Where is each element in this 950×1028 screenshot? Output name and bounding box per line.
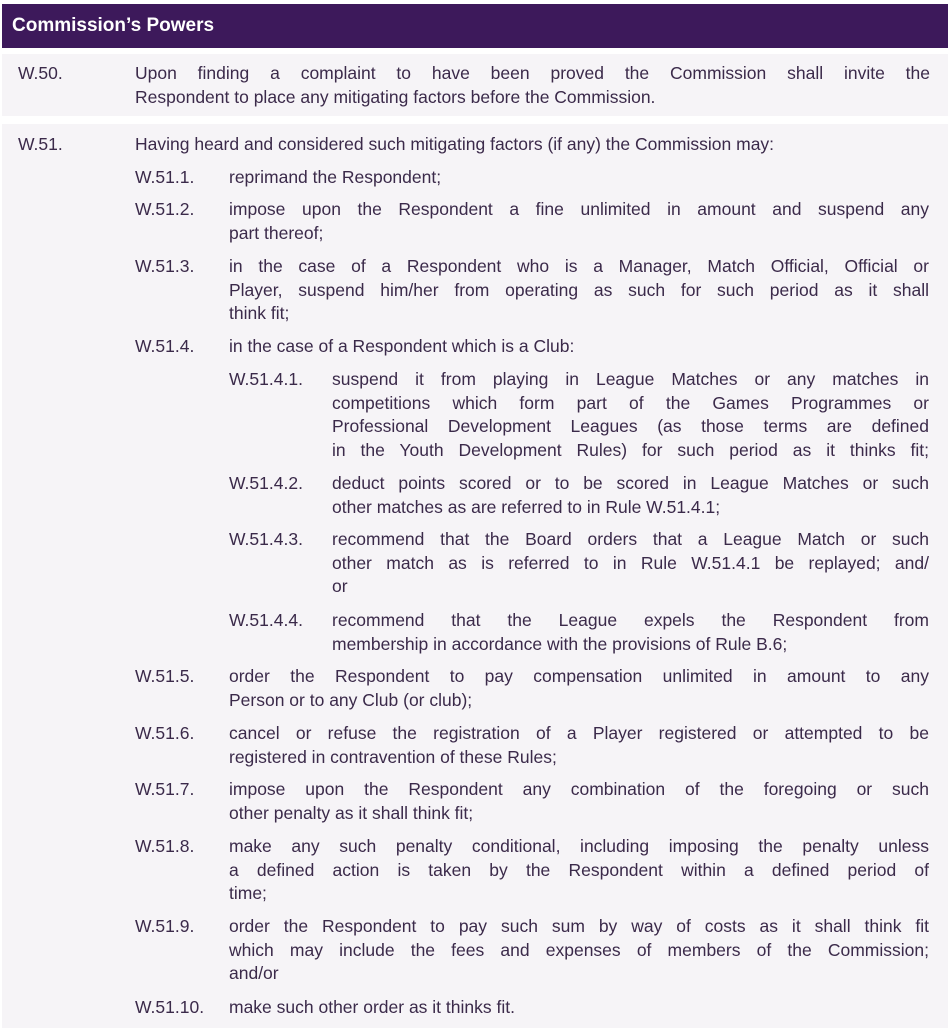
- item-number: W.51.2.: [135, 199, 195, 219]
- section-header: [2, 4, 948, 48]
- text-line: recommend that the Board orders that a League Match or such: [332, 529, 929, 549]
- text-line: in the case of a Respondent which is a Club:: [229, 336, 575, 356]
- text-line: Player, suspend him/her from operating as such for such period as it shall: [229, 279, 929, 300]
- text-line: part thereof;: [229, 222, 324, 243]
- text-line: and/or: [229, 963, 279, 983]
- item-text: [229, 778, 929, 825]
- item-text: [229, 166, 929, 190]
- text-line: think fit;: [229, 303, 290, 323]
- section-title: Commission’s Powers: [12, 15, 215, 36]
- text-line: Professional Development Leagues (as those terms are defined: [332, 416, 929, 436]
- item-number: W.51.6.: [135, 723, 195, 743]
- rule-text: [135, 62, 930, 109]
- item-text: [229, 665, 929, 712]
- text-line: time;: [229, 883, 267, 903]
- text-line: deduct points scored or to be scored in League Matches or such: [332, 473, 929, 493]
- text-line: a defined action is taken by the Respondent within a defined period of: [229, 859, 929, 880]
- item-text: [229, 722, 929, 769]
- text-line: suspend it from playing in League Matches or any matches in: [332, 369, 929, 389]
- subitem-number: W.51.4.1.: [229, 369, 303, 389]
- text-line: recommend that the League expels the Respondent from: [332, 610, 929, 630]
- text-line: Respondent to place any mitigating factors before the Commission.: [135, 86, 656, 107]
- subitem-number: W.51.4.2.: [229, 473, 303, 493]
- text-line: other penalty as it shall think fit;: [229, 802, 474, 823]
- text-line: cancel or refuse the registration of a Player registered or attempted to be: [229, 723, 929, 743]
- text-line: other match as is referred to in Rule W.51.4.1 be replayed; and/: [332, 552, 929, 573]
- rule-intro: Having heard and considered such mitigating factors (if any) the Commission may:: [135, 134, 775, 154]
- subitem-number: W.51.4.4.: [229, 610, 303, 630]
- item-number: W.51.9.: [135, 916, 195, 936]
- subitem-text: [332, 528, 929, 599]
- item-text: [229, 915, 929, 986]
- text-line: Upon finding a complaint to have been proved the Commission shall invite the: [135, 63, 930, 83]
- text-line: in the case of a Respondent who is a Manager, Match Official, Official or: [229, 256, 929, 276]
- subitem-number: W.51.4.3.: [229, 529, 303, 549]
- item-number: W.51.7.: [135, 779, 195, 799]
- text-line: make such other order as it thinks fit.: [229, 997, 515, 1017]
- text-line: competitions which form part of the Games Programmes or: [332, 392, 929, 413]
- item-text: [229, 198, 929, 245]
- item-number: W.51.1.: [135, 167, 195, 187]
- subitem-text: [332, 368, 929, 462]
- text-line: impose upon the Respondent a fine unlimited in amount and suspend any: [229, 199, 929, 219]
- item-number: W.51.8.: [135, 836, 195, 856]
- text-line: which may include the fees and expenses of members of the Commission;: [229, 939, 929, 960]
- item-text: [229, 996, 929, 1020]
- text-line: other matches as are referred to in Rule W.51.4.1;: [332, 496, 721, 517]
- text-line: make any such penalty conditional, including imposing the penalty unless: [229, 836, 929, 856]
- text-line: or: [332, 576, 348, 596]
- item-number: W.51.10.: [135, 997, 205, 1017]
- text-line: reprimand the Respondent;: [229, 167, 442, 187]
- item-text: [229, 255, 929, 326]
- item-text: [229, 835, 929, 906]
- text-line: order the Respondent to pay such sum by way of costs as it shall think fit: [229, 916, 929, 936]
- item-number: W.51.4.: [135, 336, 195, 356]
- item-text: [229, 335, 929, 359]
- subitem-text: [332, 609, 929, 656]
- text-line: impose upon the Respondent any combination of the foregoing or such: [229, 779, 929, 799]
- rule-number: W.51.: [18, 134, 63, 154]
- text-line: Person or to any Club (or club);: [229, 689, 473, 710]
- text-line: registered in contravention of these Rules;: [229, 746, 557, 767]
- item-number: W.51.3.: [135, 256, 195, 276]
- item-number: W.51.5.: [135, 666, 195, 686]
- subitem-text: [332, 472, 929, 519]
- rule-number: W.50.: [18, 63, 63, 83]
- text-line: in the Youth Development Rules) for such period as it thinks fit;: [332, 439, 929, 460]
- text-line: membership in accordance with the provisions of Rule B.6;: [332, 633, 788, 654]
- text-line: order the Respondent to pay compensation unlimited in amount to any: [229, 666, 929, 686]
